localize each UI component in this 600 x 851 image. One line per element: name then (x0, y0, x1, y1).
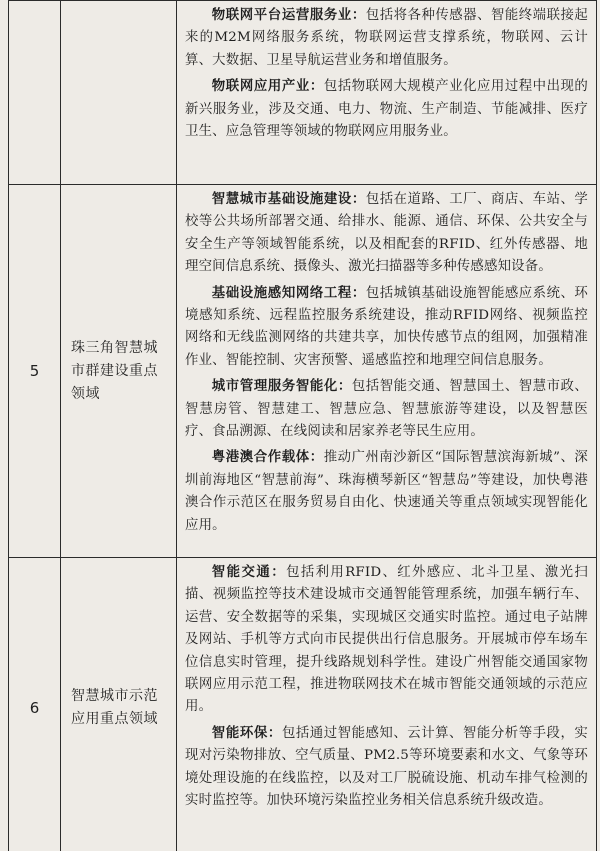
content-paragraph (185, 76, 588, 143)
paragraph-text: 包括智能交通、智慧国土、智慧市政、智慧房管、智慧建工、智慧应急、智慧旅游等建设，以及智慧医疗、食品溯源、在线阅读和居家养老等民生应用。 (185, 379, 589, 440)
paragraph-text: 包括通过智能感知、云计算、智能分析等手段，实现对污染物排放、空气质量、PM2.5等环境要素和水文、气象等环境处理设施的在线监控，以及对工厂脱硫设施、机动车排气检测的实时监控等。加快环境污染监控业务相关信息系统升级改造。 (185, 725, 588, 809)
paragraph-text: 包括城镇基础设施智能感应系统、环境感知系统、远程监控服务系统建设，推动RFID网络、视频监控网络和无线监测网络的共建共享，加快传感节点的组网，加强精准作业、智能控制、灾害预警、遥感监控和地理空间信息服务。 (185, 285, 588, 368)
row-number-cell (9, 1, 61, 185)
paragraph-text: 包括物联网大规模产业化应用过程中出现的新兴服务业，涉及交通、电力、物流、生产制造、节能减排、医疗卫生、应急管理等领域的物联网应用服务业。 (185, 79, 588, 140)
paragraph-heading: 基础设施感知网络工程： (211, 285, 366, 301)
paragraph-text: 包括在道路、工厂、商店、车站、学校等公共场所部署交通、给排水、能源、通信、环保、公共安全与安全生产等领域智能系统，以及相配套的RFID、红外传感器、地理空间信息系统、摄像头、激光扫描器等多种传感感知设备。 (185, 192, 588, 275)
field-name-cell: 珠三角智慧城市群建设重点领域 (61, 185, 177, 558)
field-name-cell: 智慧城市示范应用重点领域 (61, 558, 177, 851)
paragraph-heading: 智慧城市基础设施建设： (211, 192, 366, 207)
paragraph-heading: 城市管理服务智能化： (211, 379, 352, 395)
table-row (9, 558, 597, 851)
content-paragraph (185, 562, 588, 719)
row-number-cell: 5 (9, 185, 61, 558)
paragraph-text: 包括将各种传感器、智能终端联接起来的M2M网络服务系统，物联网运营支撑系统，物联网、云计算、大数据、卫星导航运营业务和增值服务。 (185, 8, 588, 68)
paragraph-heading: 智能交通： (211, 565, 287, 580)
content-paragraph (185, 189, 588, 279)
paragraph-heading: 粤港澳合作载体： (211, 450, 324, 466)
content-paragraph (185, 376, 588, 443)
content-paragraph (185, 447, 588, 537)
content-cell (177, 1, 597, 185)
paragraph-heading: 智能环保： (211, 725, 282, 741)
content-cell (177, 558, 597, 851)
content-paragraph (185, 283, 588, 373)
table-row (9, 185, 597, 558)
priority-areas-table (8, 0, 597, 851)
paragraph-text: 推动广州南沙新区“国际智慧滨海新城”、深圳前海地区“智慧前海”、珠海横琴新区“智慧岛”等建设，加快粤港澳合作示范区在服务贸易自由化、快速通关等重点领域实现智能化应用。 (185, 450, 588, 533)
paragraph-heading: 物联网应用产业： (211, 79, 324, 95)
content-paragraph (185, 723, 588, 813)
row-number-cell: 6 (9, 558, 61, 851)
field-name-cell (61, 1, 177, 185)
paragraph-text: 包括利用RFID、红外感应、北斗卫星、激光扫描、视频监控等技术建设城市交通智能管理系统，加强车辆行车、运营、安全数据等的采集，实现城区交通实时监控。通过电子站牌及网站、手机等方式向市民提供出行信息服务。开展城市停车场车位信息实时管理，提升线路规划科学性。建设广州智能交通国家物联网应用示范工程，推进物联网技术在城市智能交通领域的示范应用。 (185, 565, 588, 715)
content-paragraph (185, 5, 588, 72)
table-row (9, 1, 597, 185)
paragraph-heading: 物联网平台运营服务业： (211, 8, 366, 23)
content-cell (177, 185, 597, 558)
